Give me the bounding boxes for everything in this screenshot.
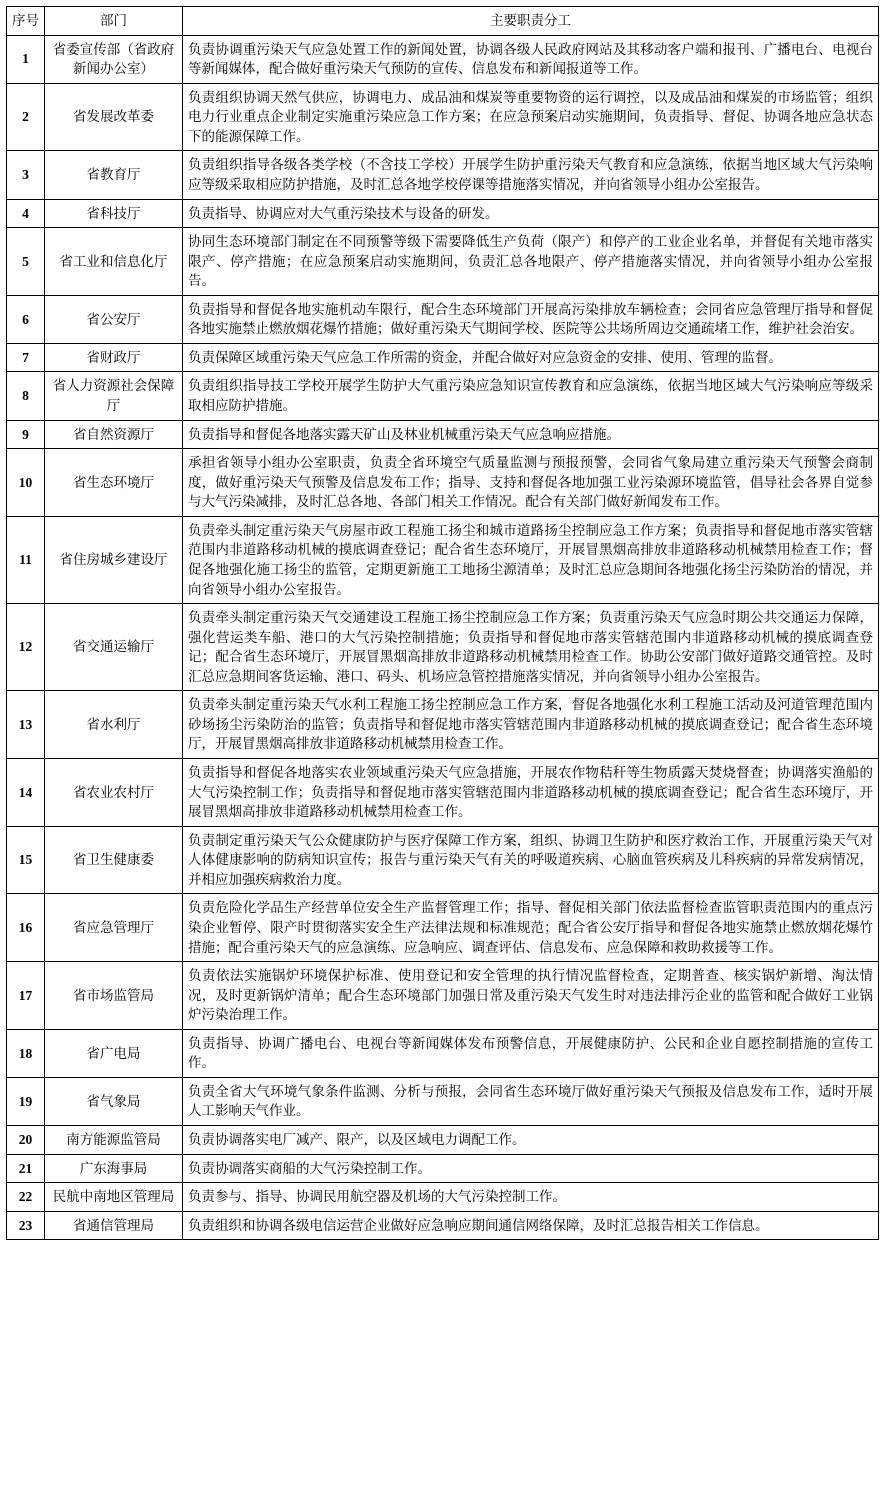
row-index: 11 xyxy=(7,516,45,603)
table-header xyxy=(7,7,879,36)
table-body xyxy=(7,35,879,1240)
row-index: 19 xyxy=(7,1077,45,1125)
table-row xyxy=(7,1029,879,1077)
row-department: 省气象局 xyxy=(45,1077,183,1125)
row-index: 9 xyxy=(7,420,45,449)
row-duty: 负责协调落实电厂减产、限产，以及区域电力调配工作。 xyxy=(183,1126,879,1155)
row-department: 省科技厅 xyxy=(45,199,183,228)
row-duty: 负责指导、协调广播电台、电视台等新闻媒体发布预警信息，开展健康防护、公民和企业自愿控制措施的宣传工作。 xyxy=(183,1029,879,1077)
row-index: 18 xyxy=(7,1029,45,1077)
duty-division-table xyxy=(6,6,879,1240)
row-department: 省教育厅 xyxy=(45,151,183,199)
row-department: 省公安厅 xyxy=(45,295,183,343)
row-index: 17 xyxy=(7,962,45,1030)
table-row xyxy=(7,420,879,449)
table-row xyxy=(7,1126,879,1155)
table-row xyxy=(7,894,879,962)
row-duty: 负责组织指导技工学校开展学生防护大气重污染应急知识宣传教育和应急演练，依据当地区域大气污染响应等级采取相应防护措施。 xyxy=(183,372,879,420)
row-department: 省人力资源社会保障厅 xyxy=(45,372,183,420)
row-department: 省广电局 xyxy=(45,1029,183,1077)
table-row xyxy=(7,35,879,83)
row-duty: 负责指导、协调应对大气重污染技术与设备的研发。 xyxy=(183,199,879,228)
row-duty: 负责制定重污染天气公众健康防护与医疗保障工作方案，组织、协调卫生防护和医疗救治工作，开展重污染天气对人体健康影响的防病知识宣传；报告与重污染天气有关的呼吸道疾病、心脑血管疾病及儿科疾病的异常发病情况，并相应加强疾病救治力度。 xyxy=(183,826,879,894)
column-header-duty: 主要职责分工 xyxy=(183,7,879,36)
table-row xyxy=(7,516,879,603)
row-duty: 负责牵头制定重污染天气房屋市政工程施工扬尘和城市道路扬尘控制应急工作方案；负责指导和督促地市落实管辖范围内非道路移动机械的摸底调查登记；配合省生态环境厅，开展冒黑烟高排放非道路移动机械禁用检查工作；督促各地强化施工扬尘的监管，定期更新施工工地扬尘源清单；及时汇总应急期间各地强化扬尘污染防治的情况，并向省领导小组办公室报告。 xyxy=(183,516,879,603)
row-duty: 负责组织和协调各级电信运营企业做好应急响应期间通信网络保障，及时汇总报告相关工作信息。 xyxy=(183,1211,879,1240)
row-duty: 负责组织指导各级各类学校（不含技工学校）开展学生防护重污染天气教育和应急演练，依据当地区域大气污染响应等级采取相应防护措施，及时汇总各地学校停课等措施落实情况，并向省领导小组办公室报告。 xyxy=(183,151,879,199)
table-row xyxy=(7,1154,879,1183)
row-index: 21 xyxy=(7,1154,45,1183)
table-row xyxy=(7,604,879,691)
row-department: 民航中南地区管理局 xyxy=(45,1183,183,1212)
row-department: 省生态环境厅 xyxy=(45,449,183,517)
row-index: 2 xyxy=(7,83,45,151)
row-index: 8 xyxy=(7,372,45,420)
row-duty: 负责指导和督促各地落实露天矿山及林业机械重污染天气应急响应措施。 xyxy=(183,420,879,449)
row-department: 省应急管理厅 xyxy=(45,894,183,962)
row-department: 省住房城乡建设厅 xyxy=(45,516,183,603)
row-index: 12 xyxy=(7,604,45,691)
table-row xyxy=(7,151,879,199)
table-row xyxy=(7,1077,879,1125)
row-department: 省财政厅 xyxy=(45,343,183,372)
row-duty: 负责全省大气环境气象条件监测、分析与预报，会同省生态环境厅做好重污染天气预报及信息发布工作，适时开展人工影响天气作业。 xyxy=(183,1077,879,1125)
row-duty: 负责依法实施锅炉环境保护标准、使用登记和安全管理的执行情况监督检查，定期普查、核实锅炉新增、淘汰情况，及时更新锅炉清单；配合生态环境部门加强日常及重污染天气发生时对违法排污企业的监管和配合做好工业锅炉污染治理工作。 xyxy=(183,962,879,1030)
row-duty: 负责保障区域重污染天气应急工作所需的资金，并配合做好对应急资金的安排、使用、管理的监督。 xyxy=(183,343,879,372)
column-header-department: 部门 xyxy=(45,7,183,36)
row-duty: 负责指导和督促各地落实农业领域重污染天气应急措施，开展农作物秸秆等生物质露天焚烧督查；协调落实渔船的大气污染控制工作；负责指导和督促地市落实管辖范围内非道路移动机械的摸底调查登记；配合省生态环境厅，开展冒黑烟高排放非道路移动机械禁用检查工作。 xyxy=(183,759,879,827)
row-department: 广东海事局 xyxy=(45,1154,183,1183)
row-department: 省自然资源厅 xyxy=(45,420,183,449)
row-duty: 负责协调落实商船的大气污染控制工作。 xyxy=(183,1154,879,1183)
table-row xyxy=(7,1183,879,1212)
row-department: 省发展改革委 xyxy=(45,83,183,151)
table-row xyxy=(7,962,879,1030)
row-index: 23 xyxy=(7,1211,45,1240)
row-duty: 负责组织协调天然气供应，协调电力、成品油和煤炭等重要物资的运行调控，以及成品油和煤炭的市场监管；组织电力行业重点企业制定实施重污染应急工作方案；在应急预案启动实施期间，负责指导、督促、协调各地应急状态下的能源保障工作。 xyxy=(183,83,879,151)
table-row xyxy=(7,1211,879,1240)
row-department: 南方能源监管局 xyxy=(45,1126,183,1155)
row-index: 7 xyxy=(7,343,45,372)
row-index: 13 xyxy=(7,691,45,759)
table-row xyxy=(7,691,879,759)
row-department: 省卫生健康委 xyxy=(45,826,183,894)
row-index: 3 xyxy=(7,151,45,199)
table-row xyxy=(7,295,879,343)
row-department: 省农业农村厅 xyxy=(45,759,183,827)
row-duty: 负责牵头制定重污染天气水利工程施工扬尘控制应急工作方案，督促各地强化水利工程施工活动及河道管理范围内砂场扬尘污染防治的监管；负责指导和督促地市落实管辖范围内非道路移动机械的摸底调查登记；配合省生态环境厅，开展冒黑烟高排放非道路移动机械禁用检查工作。 xyxy=(183,691,879,759)
row-duty: 负责牵头制定重污染天气交通建设工程施工扬尘控制应急工作方案；负责重污染天气应急时期公共交通运力保障，强化营运类车船、港口的大气污染控制措施；负责指导和督促地市落实管辖范围内非道路移动机械的摸底调查登记；配合省生态环境厅，开展冒黑烟高排放非道路移动机械禁用检查工作。协助公安部门做好道路交通管控。及时汇总应急期间客货运输、港口、码头、机场应急管控措施落实情况，并向省领导小组办公室报告。 xyxy=(183,604,879,691)
table-row xyxy=(7,826,879,894)
table-row xyxy=(7,372,879,420)
row-index: 5 xyxy=(7,228,45,296)
row-department: 省交通运输厅 xyxy=(45,604,183,691)
row-index: 16 xyxy=(7,894,45,962)
row-department: 省通信管理局 xyxy=(45,1211,183,1240)
table-row xyxy=(7,83,879,151)
row-duty: 负责指导和督促各地实施机动车限行，配合生态环境部门开展高污染排放车辆检查；会同省应急管理厅指导和督促各地实施禁止燃放烟花爆竹措施；做好重污染天气期间学校、医院等公共场所周边交通疏堵工作，维护社会治安。 xyxy=(183,295,879,343)
row-index: 22 xyxy=(7,1183,45,1212)
row-index: 15 xyxy=(7,826,45,894)
table-row xyxy=(7,199,879,228)
table-row xyxy=(7,228,879,296)
table-row xyxy=(7,343,879,372)
table-header-row xyxy=(7,7,879,36)
row-index: 10 xyxy=(7,449,45,517)
row-duty: 协同生态环境部门制定在不同预警等级下需要降低生产负荷（限产）和停产的工业企业名单，并督促有关地市落实限产、停产措施；在应急预案启动实施期间，负责汇总各地限产、停产措施落实情况，并向省领导小组办公室报告。 xyxy=(183,228,879,296)
row-department: 省水利厅 xyxy=(45,691,183,759)
row-department: 省委宣传部（省政府新闻办公室） xyxy=(45,35,183,83)
row-duty: 负责协调重污染天气应急处置工作的新闻处置，协调各级人民政府网站及其移动客户端和报刊、广播电台、电视台等新闻媒体，配合做好重污染天气预防的宣传、信息发布和新闻报道等工作。 xyxy=(183,35,879,83)
row-duty: 承担省领导小组办公室职责，负责全省环境空气质量监测与预报预警，会同省气象局建立重污染天气预警会商制度，做好重污染天气预警及信息发布工作；指导、支持和督促各地加强工业污染源环境监管，倡导社会各界自觉参与大气污染减排，及时汇总各地、各部门相关工作情况。配合有关部门做好新闻发布工作。 xyxy=(183,449,879,517)
row-index: 1 xyxy=(7,35,45,83)
row-index: 4 xyxy=(7,199,45,228)
row-index: 20 xyxy=(7,1126,45,1155)
table-row xyxy=(7,759,879,827)
row-index: 14 xyxy=(7,759,45,827)
row-duty: 负责危险化学品生产经营单位安全生产监督管理工作；指导、督促相关部门依法监督检查监管职责范围内的重点污染企业暂停、限产时贯彻落实安全生产法律法规和标准规范；配合省公安厅指导和督促各地实施禁止燃放烟花爆竹措施；配合重污染天气的应急演练、应急响应、调查评估、信息发布、应急保障和救助救援等工作。 xyxy=(183,894,879,962)
row-index: 6 xyxy=(7,295,45,343)
row-department: 省市场监管局 xyxy=(45,962,183,1030)
column-header-index: 序号 xyxy=(7,7,45,36)
row-duty: 负责参与、指导、协调民用航空器及机场的大气污染控制工作。 xyxy=(183,1183,879,1212)
row-department: 省工业和信息化厅 xyxy=(45,228,183,296)
table-row xyxy=(7,449,879,517)
